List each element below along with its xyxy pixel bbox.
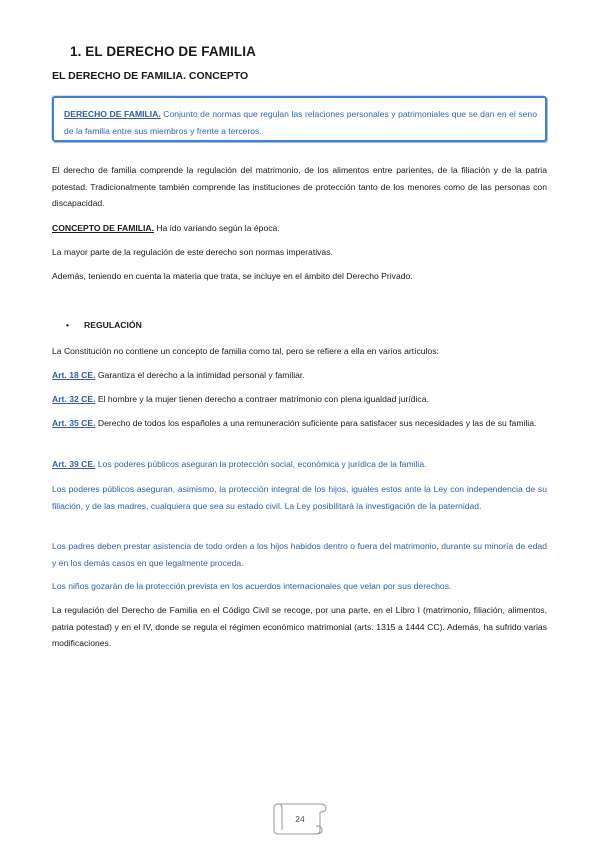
page-number-scroll [270, 798, 330, 838]
definition-box [52, 96, 547, 142]
paragraph-international: Los niños gozarán de la protección prevista en los acuerdos internacionales que velan por sus derechos. [52, 581, 452, 591]
bullet-label: REGULACIÓN [84, 320, 142, 330]
article-item [52, 391, 547, 408]
concept-body: Ha ido variando según la época. [154, 223, 280, 233]
section-subheading: EL DERECHO DE FAMILIA. CONCEPTO [52, 70, 249, 82]
article-text: Los poderes públicos aseguran la protección social, económica y jurídica de la familia. [95, 459, 427, 469]
paragraph-concept [52, 220, 547, 237]
paragraph-parents-duty: Los padres deben prestar asistencia de todo orden a los hijos habidos dentro o fuera del matrimonio, durante su minoría de edad y en los demás casos en que legalmente proceda. [52, 541, 547, 568]
definition-text [64, 106, 537, 140]
definition-body: Conjunto de normas que regulan las relaciones personales y patrimoniales que se dan en el seno de la familia entre sus miembros y frente a terceros. [64, 109, 537, 136]
paragraph-intro: El derecho de familia comprende la regulación del matrimonio, de los alimentos entre parientes, de la filiación y de la patria potestad. Tradicionalmente también comprende las instituciones de protección tanto de los menores como de las personas con discapacidad. [52, 165, 547, 208]
article-ref: Art. 18 CE. [52, 370, 96, 380]
article-item [52, 415, 547, 432]
page-number: 24 [295, 814, 305, 824]
paragraph-imperative: La mayor parte de la regulación de este derecho son normas imperativas. [52, 247, 333, 257]
article-text: El hombre y la mujer tienen derecho a contraer matrimonio con plena igualdad jurídica. [95, 394, 429, 404]
bullet-icon: • [66, 320, 70, 330]
article-ref: Art. 32 CE. [52, 394, 96, 404]
bullet-heading [66, 320, 142, 330]
article-item [52, 456, 547, 473]
article-item [52, 367, 547, 384]
paragraph-private-law: Además, teniendo en cuenta la materia que trata, se incluye en el ámbito del Derecho Privado. [52, 271, 413, 281]
paragraph-children-protection: Los poderes públicos aseguran, asimismo, la protección integral de los hijos, iguales estos ante la Ley con independencia de su filiación, y de las madres, cualquiera que sea su estado civil. La Ley posibilitará la investigación de la paternidad. [52, 484, 547, 511]
concept-term: CONCEPTO DE FAMILIA. [52, 223, 155, 233]
definition-term: DERECHO DE FAMILIA. [64, 109, 161, 119]
article-text: Garantiza el derecho a la intimidad personal y familiar. [95, 370, 305, 380]
paragraph-civil-code: La regulación del Derecho de Familia en el Código Civil se recoge, por una parte, en el Libro I (matrimonio, filiación, alimentos, patria potestad) y en el IV, donde se regula el régimen económico matrimonial (arts. 1315 a 1444 CC). Además, ha sufrido varias modificaciones. [52, 605, 547, 648]
article-text: Derecho de todos los españoles a una remuneración suficiente para satisfacer sus necesidades y las de su familia. [95, 418, 537, 428]
paragraph-constitution: La Constitución no contiene un concepto de familia como tal, pero se refiere a ella en varios artículos: [52, 346, 439, 356]
article-ref: Art. 35 CE. [52, 418, 96, 428]
article-ref: Art. 39 CE. [52, 459, 96, 469]
section-heading: 1. EL DERECHO DE FAMILIA [70, 44, 256, 59]
